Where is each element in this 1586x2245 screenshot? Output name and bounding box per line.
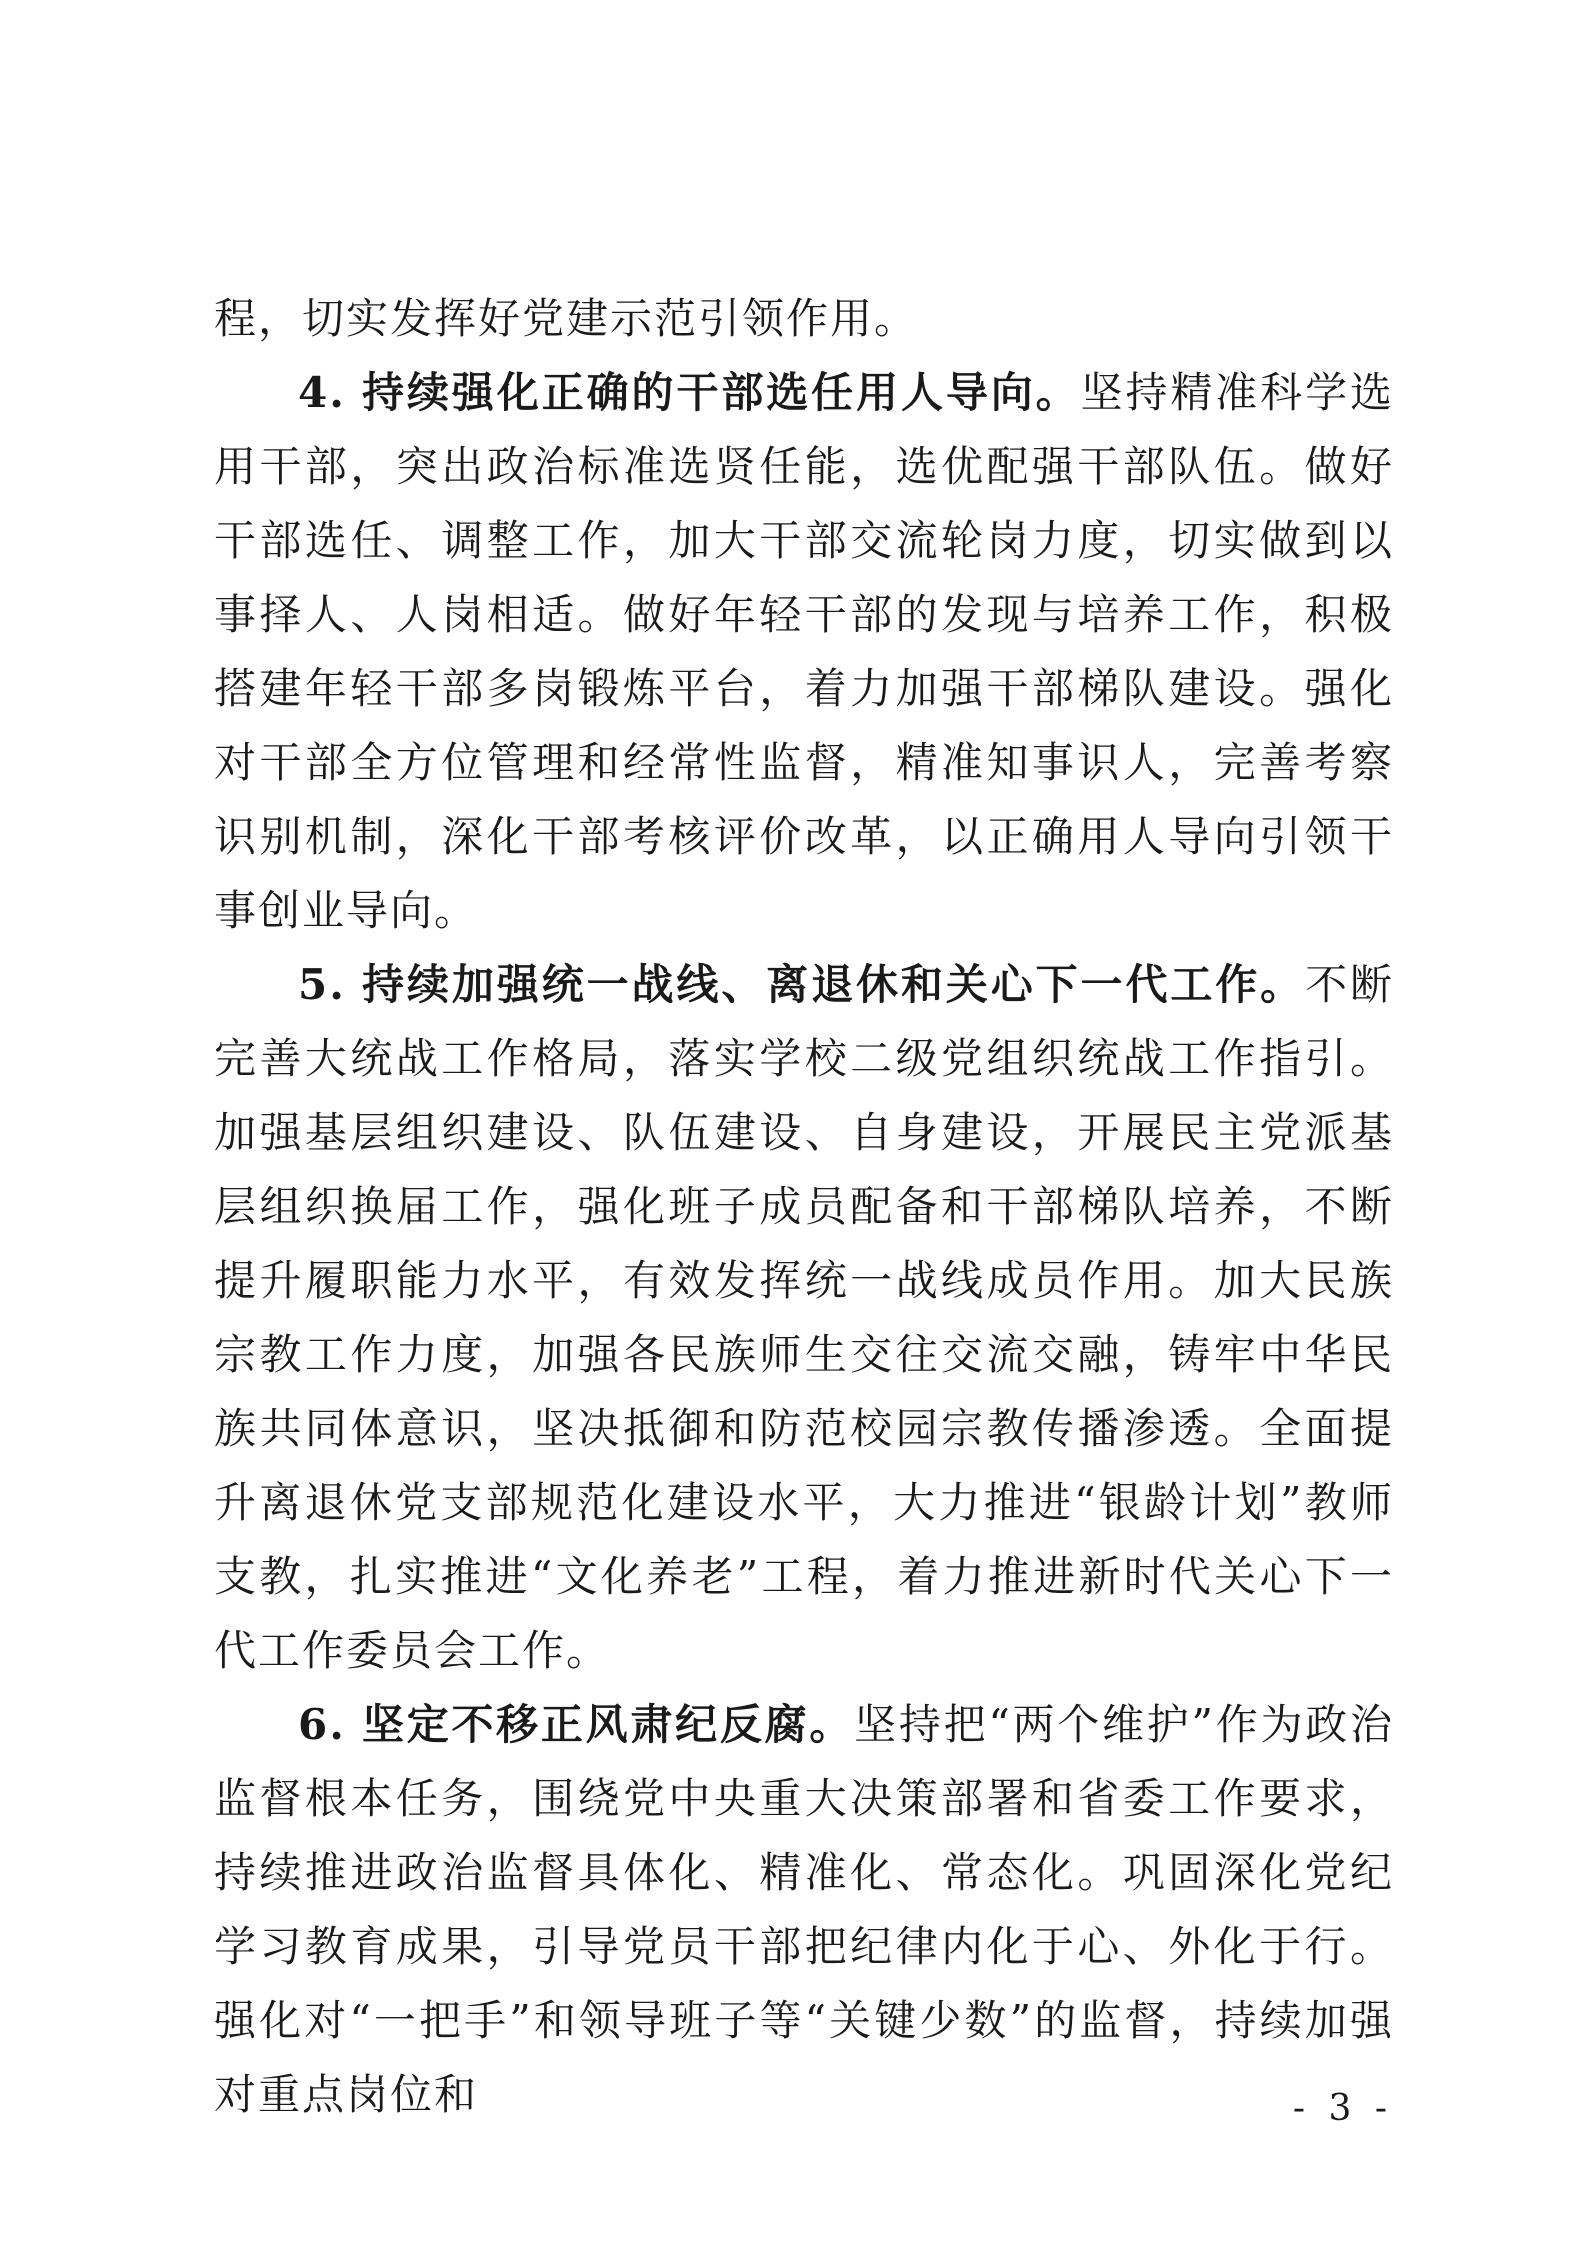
section-4-paragraph: [214, 356, 1394, 948]
section-5-body: 不断完善大统战工作格局，落实学校二级党组织统战工作指引。加强基层组织建设、队伍建设、自身建设，开展民主党派基层组织换届工作，强化班子成员配备和干部梯队培养，不断提升履职能力水平，有效发挥统一战线成员作用。加大民族宗教工作力度，加强各民族师生交往交流交融，铸牢中华民族共同体意识，坚决抵御和防范校园宗教传播渗透。全面提升离退休党支部规范化建设水平，大力推进“银龄计划”教师支教，扎实推进“文化养老”工程，着力推进新时代关心下一代工作委员会工作。: [214, 960, 1394, 1675]
document-body: [214, 282, 1394, 2132]
section-5-paragraph: [214, 948, 1394, 1688]
section-6-heading: 坚定不移正风肃纪反腐。: [361, 1700, 855, 1749]
section-6-paragraph: [214, 1688, 1394, 2132]
section-6-body: 坚持把“两个维护”作为政治监督根本任务，围绕党中央重大决策部署和省委工作要求，持续推进政治监督具体化、精准化、常态化。巩固深化党纪学习教育成果，引导党员干部把纪律内化于心、外化于行。强化对“一把手”和领导班子等“关键少数”的监督，持续加强对重点岗位和: [214, 1700, 1394, 2119]
section-6-number: 6.: [298, 1700, 346, 1749]
intro-continuation-paragraph: [214, 282, 1394, 356]
page-number: - 3 -: [1292, 2088, 1393, 2129]
section-5-heading: 持续加强统一战线、离退休和关心下一代工作。: [362, 960, 1306, 1009]
section-4-number: 4.: [298, 368, 346, 417]
section-4-body: 坚持精准科学选用干部，突出政治标准选贤任能，选优配强干部队伍。做好干部选任、调整工作，加大干部交流轮岗力度，切实做到以事择人、人岗相适。做好年轻干部的发现与培养工作，积极搭建年轻干部多岗锻炼平台，着力加强干部梯队建设。强化对干部全方位管理和经常性监督，精准知事识人，完善考察识别机制，深化干部考核评价改革，以正确用人导向引领干事创业导向。: [214, 368, 1394, 935]
intro-continuation-text: 程，切实发挥好党建示范引领作用。: [214, 294, 919, 343]
section-5-number: 5.: [298, 960, 346, 1009]
section-4-heading: 持续强化正确的干部选任用人导向。: [362, 368, 1081, 417]
